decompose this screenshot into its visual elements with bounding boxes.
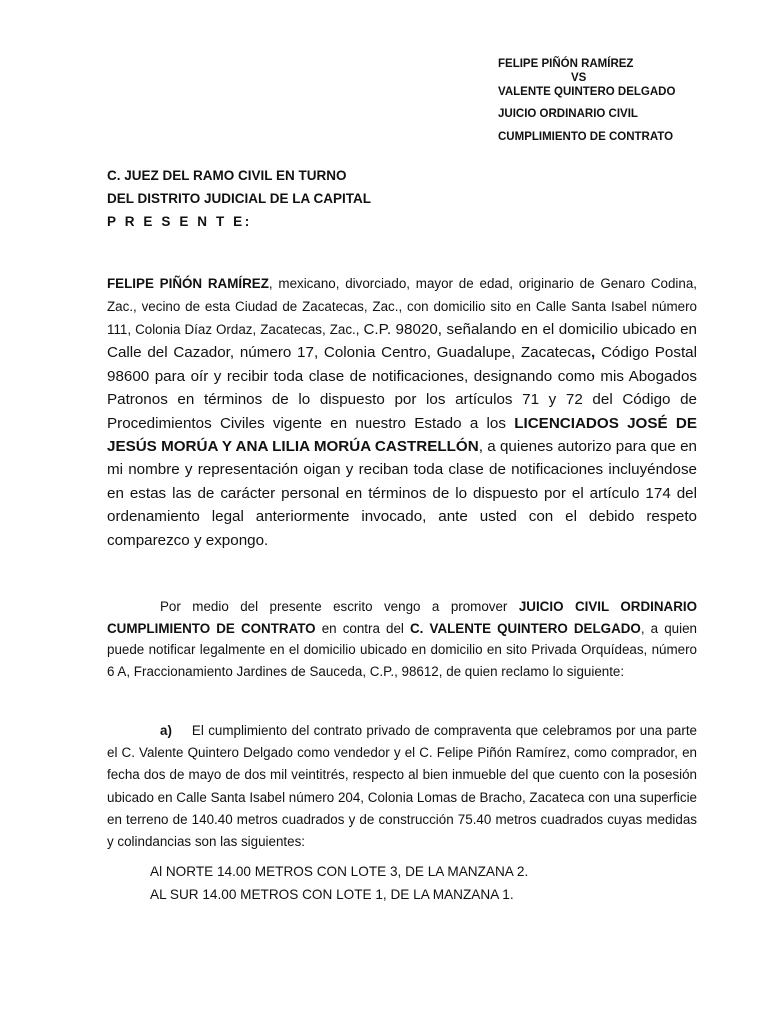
- addressee-line-1: C. JUEZ DEL RAMO CIVIL EN TURNO: [107, 168, 347, 183]
- presente-line: [107, 210, 707, 233]
- intro-text-2: C.P. 98020, señalando en el domicilio ubicado en Calle del Cazador, número 17, Colonia Centro, Guadalupe, Zacatecas: [107, 321, 697, 362]
- case-subject: CUMPLIMIENTO DE CONTRATO: [498, 131, 674, 143]
- item-a-text: El cumplimiento del contrato privado de compraventa que celebramos por una parte el C. Valente Quintero Delgado como vendedor y el C. Felipe Piñón Ramírez, como comprador, en fecha dos de mayo de dos mil veintitrés, respecto al bien inmueble del que cuento con la posesión ubicado en Calle Santa Isabel número 204, Colonia Lomas de Bracho, Zacateca con una superficie en terreno de 140.40 metros cuadrados y de construcción 75.40 metros cuadrados cuyas medidas y colindancias son las siguientes:: [107, 723, 697, 850]
- case-caption: [498, 57, 728, 144]
- addressee-block: [107, 164, 707, 233]
- presente-word: P R E S E N T E: [107, 214, 245, 229]
- addressee-line-2: DEL DISTRITO JUDICIAL DE LA CAPITAL: [107, 191, 372, 206]
- claim-item-a: [107, 720, 697, 853]
- claim-bold-1: JUICIO CIVIL ORDINARIO CUMPLIMIENTO DE CONTRATO: [107, 599, 697, 636]
- procedure-type: JUICIO ORDINARIO CIVIL: [498, 108, 638, 120]
- claim-paragraph: [107, 596, 697, 682]
- boundaries-list: [150, 860, 710, 906]
- defendant-name: VALENTE QUINTERO DELGADO: [498, 86, 676, 98]
- claim-text-3: , a quien puede notificar legalmente en el domicilio ubicado en domicilio en sito Privada Orquídeas, número 6 A, Fraccionamiento Jardines de Sauceda, C.P., 98612, de quien reclamo lo siguiente:: [107, 620, 697, 679]
- presente-colon: :: [244, 214, 250, 229]
- intro-text-4: , a quienes autorizo para que en mi nombre y representación oigan y reciban toda clase de notificaciones incluyéndose en estas las de carácter personal en términos de lo dispuesto por el artículo 174 del ordenamiento legal anteriormente invocado, ante usted con el debido respeto comparezco y expongo.: [107, 438, 697, 549]
- claim-text-1: Por medio del presente escrito vengo a promover: [160, 599, 519, 614]
- claim-text-2: en contra del: [315, 620, 411, 636]
- boundary-south: AL SUR 14.00 METROS CON LOTE 1, DE LA MANZANA 1.: [150, 887, 514, 902]
- versus-label: VS: [571, 72, 587, 84]
- intro-text-3: Código Postal 98600 para oír y recibir toda clase de notificaciones, designando como mis Abogados Patronos en términos de lo dispuesto por los artículos 71 y 72 del Código de Procedimientos Civiles vigente en nuestro Estado a los: [107, 344, 698, 432]
- boundary-north: Al NORTE 14.00 METROS CON LOTE 3, DE LA MANZANA 2.: [150, 864, 529, 879]
- claim-bold-2: C. VALENTE QUINTERO DELGADO: [410, 620, 641, 636]
- plaintiff-bold-name: FELIPE PIÑÓN RAMÍREZ: [107, 276, 269, 291]
- lawyers-names: LICENCIADOS JOSÉ DE JESÚS MORÚA Y ANA LILIA MORÚA CASTRELLÓN: [107, 414, 698, 456]
- intro-paragraph: [107, 272, 697, 552]
- item-a-marker: a): [160, 723, 172, 738]
- plaintiff-name: FELIPE PIÑÓN RAMÍREZ: [498, 58, 634, 70]
- intro-text-1: , mexicano, divorciado, mayor de edad, originario de Genaro Codina, Zac., vecino de esta Ciudad de Zacatecas, Zac., con domicilio sito en Calle Santa Isabel número 111, Colonia Díaz Ordaz, Zacatecas, Zac.,: [107, 276, 697, 337]
- intro-comma: ,: [590, 344, 596, 362]
